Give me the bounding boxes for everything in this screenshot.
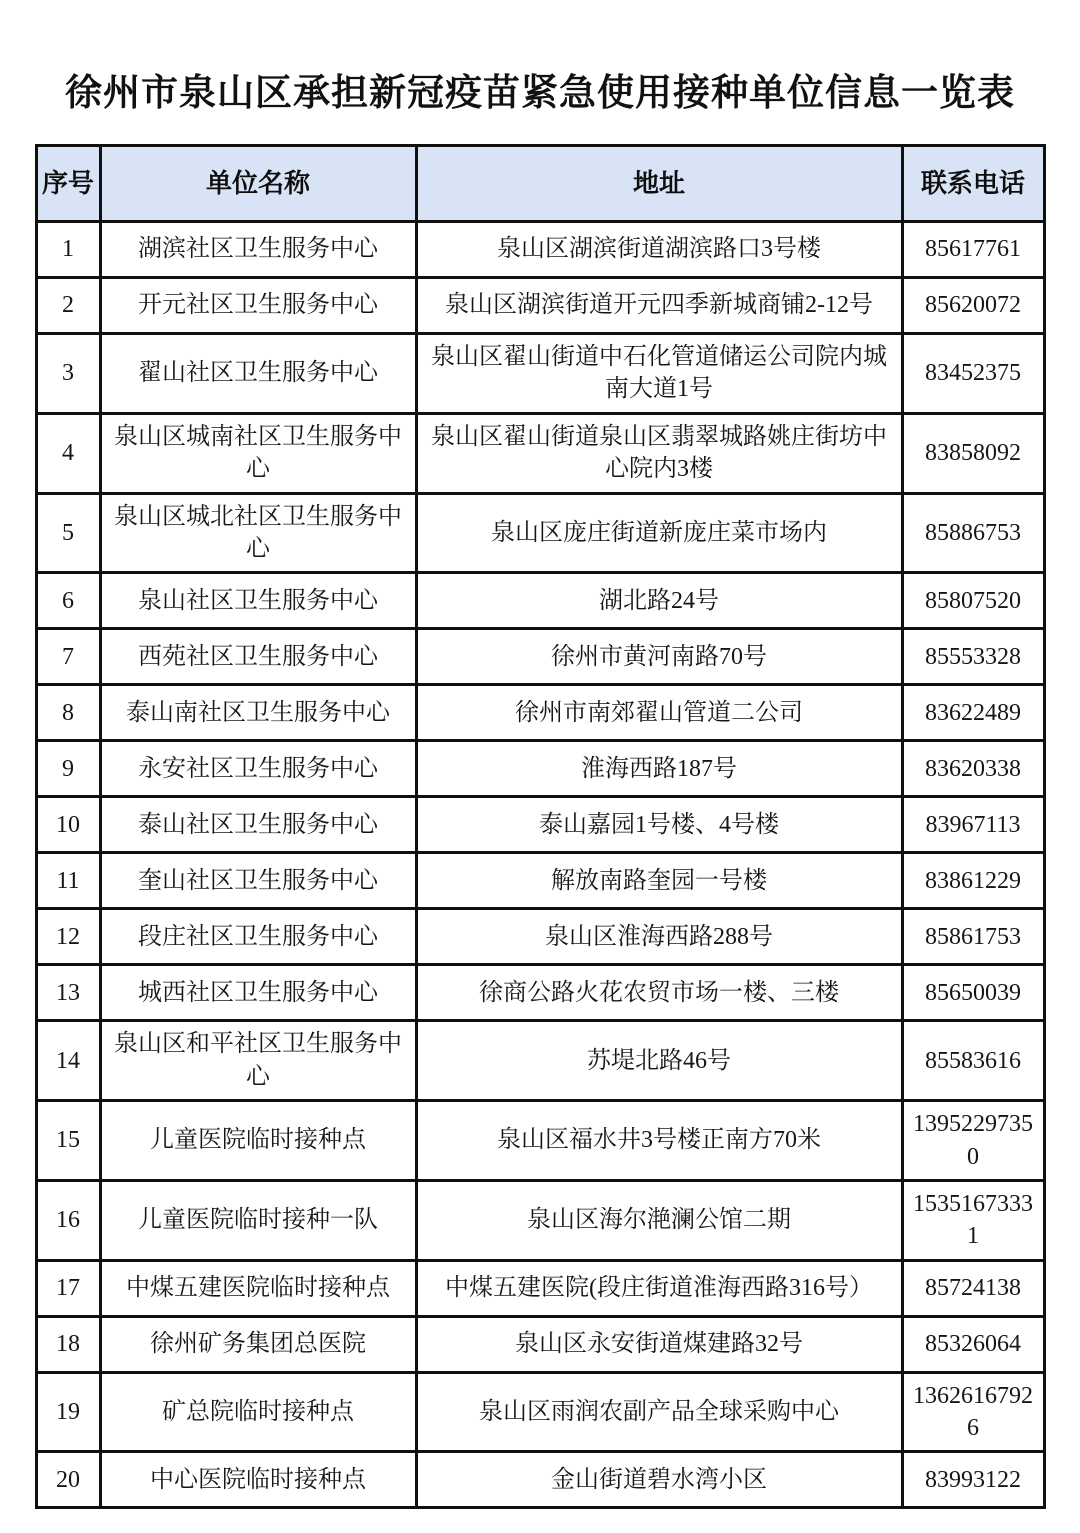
table-row bbox=[36, 222, 1044, 278]
cell-no: 5 bbox=[36, 493, 100, 573]
cell-address: 淮海西路187号 bbox=[416, 741, 902, 797]
cell-no: 15 bbox=[36, 1101, 100, 1181]
cell-address: 泉山区永安街道煤建路32号 bbox=[416, 1316, 902, 1372]
cell-address: 徐州市黄河南路70号 bbox=[416, 629, 902, 685]
cell-address: 泰山嘉园1号楼、4号楼 bbox=[416, 797, 902, 853]
table-row bbox=[36, 493, 1044, 573]
cell-phone: 13626167926 bbox=[902, 1372, 1044, 1452]
cell-no: 11 bbox=[36, 853, 100, 909]
cell-phone: 85326064 bbox=[902, 1316, 1044, 1372]
page-title: 徐州市泉山区承担新冠疫苗紧急使用接种单位信息一览表 bbox=[65, 73, 1015, 114]
cell-name: 城西社区卫生服务中心 bbox=[100, 965, 416, 1021]
cell-name: 开元社区卫生服务中心 bbox=[100, 278, 416, 334]
table-row bbox=[36, 573, 1044, 629]
cell-name: 中心医院临时接种点 bbox=[100, 1452, 416, 1508]
table-row bbox=[36, 797, 1044, 853]
cell-address: 苏堤北路46号 bbox=[416, 1021, 902, 1101]
cell-address: 湖北路24号 bbox=[416, 573, 902, 629]
cell-phone: 85620072 bbox=[902, 278, 1044, 334]
table-row bbox=[36, 1101, 1044, 1181]
table-row bbox=[36, 965, 1044, 1021]
cell-address: 泉山区湖滨街道湖滨路口3号楼 bbox=[416, 222, 902, 278]
table-row bbox=[36, 1452, 1044, 1508]
table-row bbox=[36, 1021, 1044, 1101]
cell-name: 湖滨社区卫生服务中心 bbox=[100, 222, 416, 278]
cell-name: 矿总院临时接种点 bbox=[100, 1372, 416, 1452]
cell-no: 9 bbox=[36, 741, 100, 797]
cell-phone: 83620338 bbox=[902, 741, 1044, 797]
cell-name: 泉山社区卫生服务中心 bbox=[100, 573, 416, 629]
vaccination-units-table bbox=[35, 144, 1046, 1509]
cell-name: 泉山区城北社区卫生服务中心 bbox=[100, 493, 416, 573]
cell-name: 徐州矿务集团总医院 bbox=[100, 1316, 416, 1372]
table-row bbox=[36, 853, 1044, 909]
cell-phone: 13952297350 bbox=[902, 1101, 1044, 1181]
column-header-address: 地址 bbox=[416, 146, 902, 222]
cell-no: 6 bbox=[36, 573, 100, 629]
cell-no: 8 bbox=[36, 685, 100, 741]
cell-name: 中煤五建医院临时接种点 bbox=[100, 1260, 416, 1316]
table-row bbox=[36, 909, 1044, 965]
cell-no: 19 bbox=[36, 1372, 100, 1452]
table-row bbox=[36, 1372, 1044, 1452]
cell-no: 1 bbox=[36, 222, 100, 278]
column-header-no: 序号 bbox=[36, 146, 100, 222]
cell-no: 7 bbox=[36, 629, 100, 685]
cell-no: 13 bbox=[36, 965, 100, 1021]
cell-address: 徐商公路火花农贸市场一楼、三楼 bbox=[416, 965, 902, 1021]
cell-phone: 85807520 bbox=[902, 573, 1044, 629]
column-header-name: 单位名称 bbox=[100, 146, 416, 222]
cell-no: 16 bbox=[36, 1180, 100, 1260]
cell-phone: 85861753 bbox=[902, 909, 1044, 965]
cell-no: 14 bbox=[36, 1021, 100, 1101]
cell-name: 泰山南社区卫生服务中心 bbox=[100, 685, 416, 741]
table-body bbox=[36, 222, 1044, 1508]
cell-no: 10 bbox=[36, 797, 100, 853]
cell-address: 泉山区雨润农副产品全球采购中心 bbox=[416, 1372, 902, 1452]
cell-no: 17 bbox=[36, 1260, 100, 1316]
cell-address: 中煤五建医院(段庄街道淮海西路316号） bbox=[416, 1260, 902, 1316]
cell-address: 泉山区庞庄街道新庞庄菜市场内 bbox=[416, 493, 902, 573]
cell-address: 泉山区翟山街道中石化管道储运公司院内城南大道1号 bbox=[416, 334, 902, 414]
cell-name: 儿童医院临时接种一队 bbox=[100, 1180, 416, 1260]
table-row bbox=[36, 413, 1044, 493]
cell-name: 西苑社区卫生服务中心 bbox=[100, 629, 416, 685]
cell-phone: 83858092 bbox=[902, 413, 1044, 493]
cell-phone: 85553328 bbox=[902, 629, 1044, 685]
cell-phone: 85650039 bbox=[902, 965, 1044, 1021]
cell-phone: 85617761 bbox=[902, 222, 1044, 278]
cell-no: 2 bbox=[36, 278, 100, 334]
cell-address: 金山街道碧水湾小区 bbox=[416, 1452, 902, 1508]
table-row bbox=[36, 629, 1044, 685]
cell-address: 泉山区翟山街道泉山区翡翠城路姚庄街坊中心院内3楼 bbox=[416, 413, 902, 493]
cell-name: 翟山社区卫生服务中心 bbox=[100, 334, 416, 414]
column-header-phone: 联系电话 bbox=[902, 146, 1044, 222]
cell-address: 泉山区福水井3号楼正南方70米 bbox=[416, 1101, 902, 1181]
table-row bbox=[36, 278, 1044, 334]
cell-name: 泉山区和平社区卫生服务中心 bbox=[100, 1021, 416, 1101]
cell-no: 12 bbox=[36, 909, 100, 965]
table-row bbox=[36, 685, 1044, 741]
cell-name: 永安社区卫生服务中心 bbox=[100, 741, 416, 797]
cell-address: 徐州市南郊翟山管道二公司 bbox=[416, 685, 902, 741]
cell-no: 20 bbox=[36, 1452, 100, 1508]
cell-phone: 83622489 bbox=[902, 685, 1044, 741]
cell-no: 4 bbox=[36, 413, 100, 493]
cell-phone: 85583616 bbox=[902, 1021, 1044, 1101]
cell-name: 泉山区城南社区卫生服务中心 bbox=[100, 413, 416, 493]
table-row bbox=[36, 1260, 1044, 1316]
cell-no: 18 bbox=[36, 1316, 100, 1372]
cell-address: 泉山区海尔滟澜公馆二期 bbox=[416, 1180, 902, 1260]
cell-name: 儿童医院临时接种点 bbox=[100, 1101, 416, 1181]
cell-phone: 15351673331 bbox=[902, 1180, 1044, 1260]
table-row bbox=[36, 741, 1044, 797]
table-row bbox=[36, 334, 1044, 414]
cell-phone: 83452375 bbox=[902, 334, 1044, 414]
cell-address: 泉山区淮海西路288号 bbox=[416, 909, 902, 965]
table-row bbox=[36, 1180, 1044, 1260]
cell-phone: 83993122 bbox=[902, 1452, 1044, 1508]
table-header-row bbox=[36, 146, 1044, 222]
cell-name: 泰山社区卫生服务中心 bbox=[100, 797, 416, 853]
cell-name: 奎山社区卫生服务中心 bbox=[100, 853, 416, 909]
cell-address: 解放南路奎园一号楼 bbox=[416, 853, 902, 909]
table-row bbox=[36, 1316, 1044, 1372]
cell-address: 泉山区湖滨街道开元四季新城商铺2-12号 bbox=[416, 278, 902, 334]
cell-phone: 83967113 bbox=[902, 797, 1044, 853]
cell-phone: 85724138 bbox=[902, 1260, 1044, 1316]
cell-no: 3 bbox=[36, 334, 100, 414]
cell-phone: 85886753 bbox=[902, 493, 1044, 573]
cell-phone: 83861229 bbox=[902, 853, 1044, 909]
cell-name: 段庄社区卫生服务中心 bbox=[100, 909, 416, 965]
